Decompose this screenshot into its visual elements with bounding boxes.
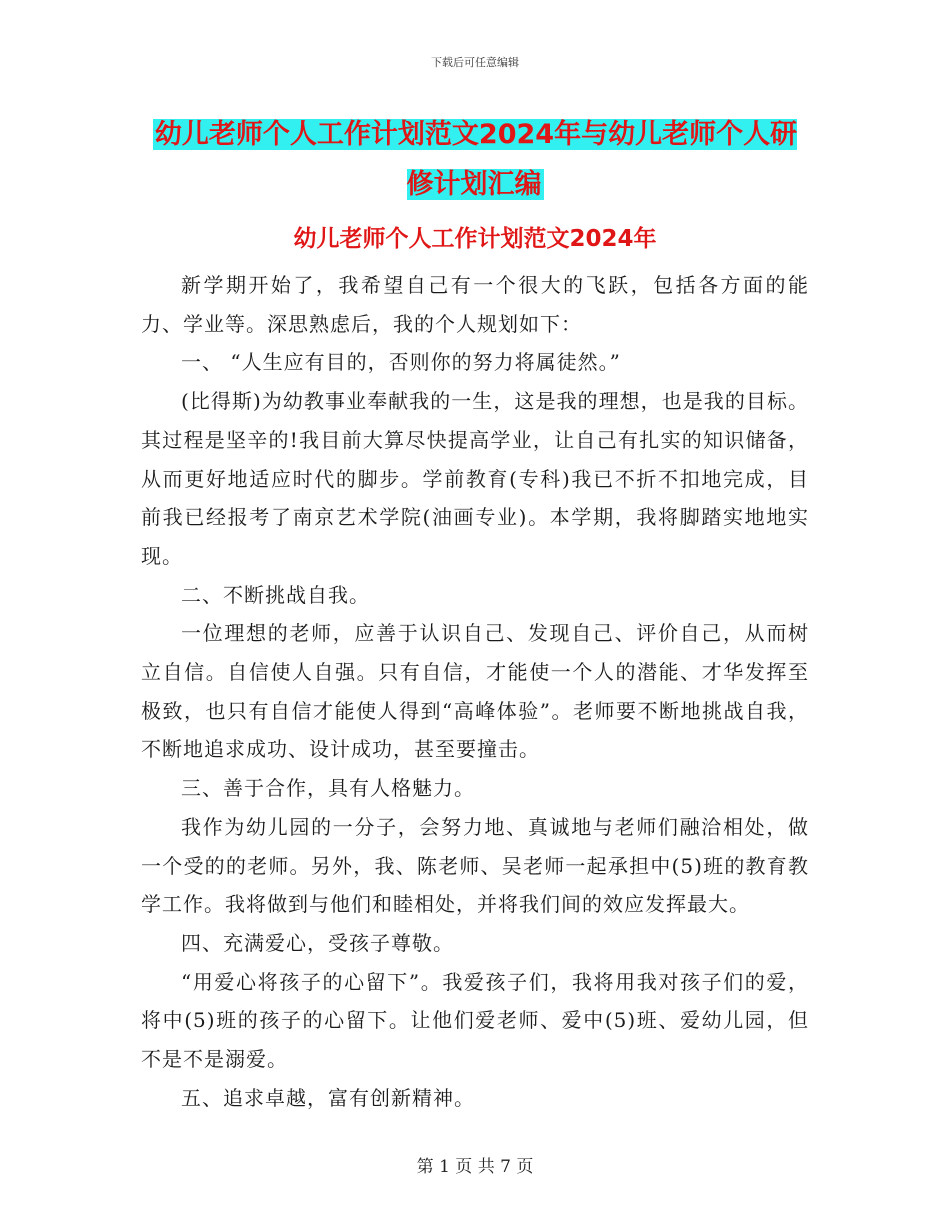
document-title — [140, 110, 810, 210]
page-footer: 第 1 页 共 7 页 — [416, 1157, 534, 1177]
paragraph: 三、善于合作，具有人格魅力。 — [181, 776, 475, 801]
paragraph: 五、追求卓越，富有创新精神。 — [181, 1085, 475, 1110]
paragraph: 我作为幼儿园的一分子，会努力地、真诚地与老师们融洽相处，做一个受的的老师。另外，我、陈老师、吴老师一起承担中(5)班的教育教学工作。我将做到与他们和睦相处，并将我们间的效应发挥最大。 — [141, 814, 809, 917]
paragraph: 新学期开始了，我希望自己有一个很大的飞跃，包括各方面的能力、学业等。深思熟虑后，我的个人规划如下： — [141, 273, 809, 336]
paragraph: “用爱心将孩子的心留下”。我爱孩子们，我将用我对孩子们的爱，将中(5)班的孩子的心留下。让他们爱老师、爱中(5)班、爱幼儿园，但不是不是溺爱。 — [141, 969, 809, 1072]
paragraph: 一、 “人生应有目的，否则你的努力将属徒然。” — [181, 350, 621, 375]
paragraph: 二、不断挑战自我。 — [181, 582, 370, 607]
page-header: 下载后可任意编辑 — [431, 56, 519, 69]
paragraph: (比得斯)为幼教事业奉献我的一生，这是我的理想，也是我的目标。其过程是坚辛的!我目前大算尽快提高学业，让自己有扎实的知识储备，从而更好地适应时代的脚步。学前教育(专科)我已不折不扣地完成，目前我已经报考了南京艺术学院(油画专业)。本学期，我将脚踏实地地实现。 — [141, 389, 809, 568]
document-title-text: 幼儿老师个人工作计划范文2024年与幼儿老师个人研修计划汇编 — [154, 119, 798, 200]
section-title: 幼儿老师个人工作计划范文2024年 — [293, 226, 657, 252]
paragraph: 一位理想的老师，应善于认识自己、发现自己、评价自己，从而树立自信。自信使人自强。只有自信，才能使一个人的潜能、才华发挥至极致，也只有自信才能使人得到“高峰体验”。老师要不断地挑战自我，不断地追求成功、设计成功，甚至要撞击。 — [141, 621, 809, 762]
document-body — [141, 266, 809, 1117]
paragraph: 四、充满爱心，受孩子尊敬。 — [181, 930, 454, 955]
